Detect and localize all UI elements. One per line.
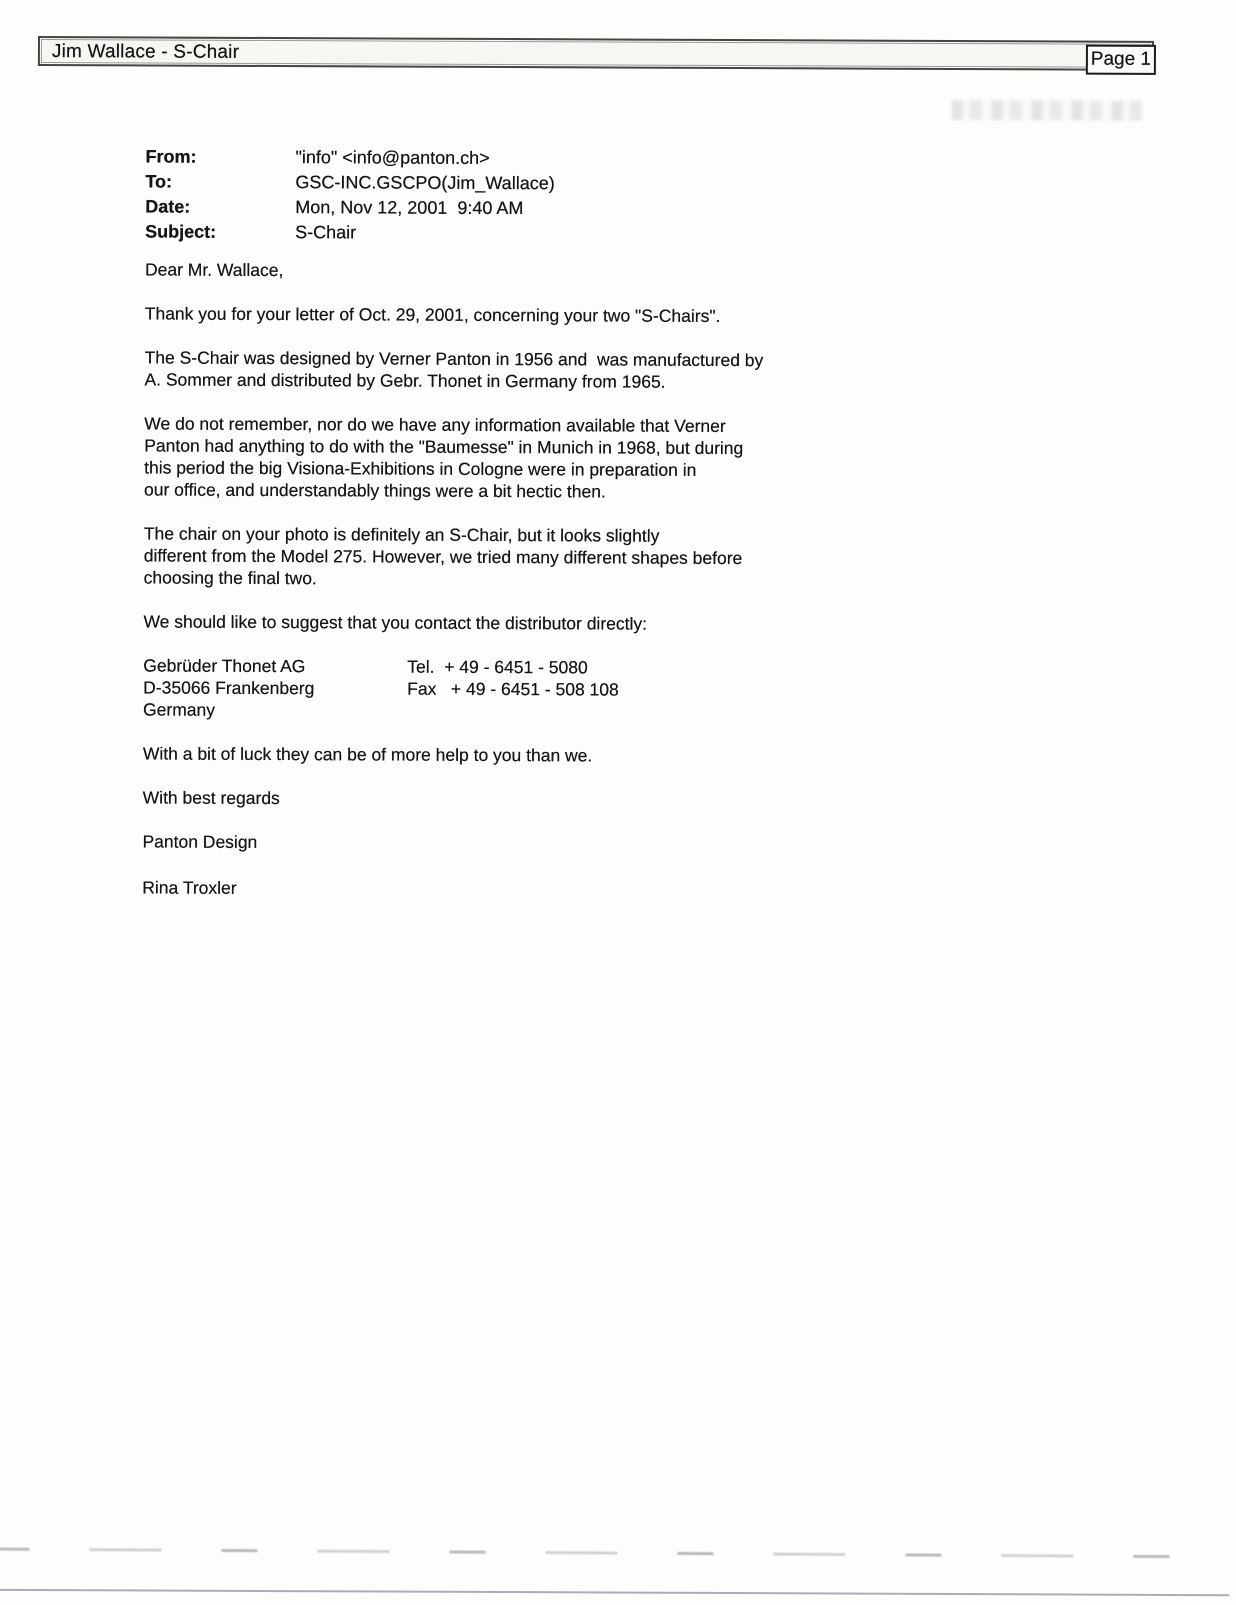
paragraph-luck: With a bit of luck they can be of more help to you than we.	[142, 743, 593, 766]
document-title: Jim Wallace - S-Chair	[51, 41, 240, 63]
subject-value: S-Chair	[295, 222, 357, 243]
closing-signer: Rina Troxler	[142, 877, 237, 898]
date-value: Mon, Nov 12, 2001 9:40 AM	[295, 197, 524, 219]
paragraph-thanks: Thank you for your letter of Oct. 29, 2001, concerning your two "S-Chairs".	[144, 303, 721, 326]
from-label: From:	[145, 146, 197, 167]
distributor-fax: Fax + 49 - 6451 - 508 108	[407, 678, 619, 700]
distributor-phones	[407, 656, 619, 723]
paragraph-photo: The chair on your photo is definitely an S-Chair, but it looks slightly different from the Model 275. However, we tried many different shapes before choosing the final two.	[143, 523, 743, 589]
subject-label: Subject:	[145, 221, 217, 242]
paragraph-suggestion: We should like to suggest that you contact the distributor directly:	[143, 611, 648, 634]
page-number-box	[1086, 45, 1156, 75]
email-header-row-subject	[145, 219, 554, 246]
salutation: Dear Mr. Wallace,	[144, 259, 284, 281]
closing-regards: With best regards	[142, 787, 280, 809]
scan-artifact-dashed-line	[0, 1548, 1229, 1559]
to-value: GSC-INC.GSCPO(Jim_Wallace)	[295, 172, 555, 194]
closing-company: Panton Design	[142, 831, 258, 852]
distributor-tel: Tel. + 49 - 6451 - 5080	[407, 656, 588, 678]
distributor-address	[143, 654, 407, 721]
to-label: To:	[145, 171, 173, 192]
paragraph-history: The S-Chair was designed by Verner Panton in 1956 and was manufactured by A. Sommer and distributed by Gebr. Thonet in Germany from 1965.	[144, 347, 764, 392]
email-header-row-to	[145, 169, 554, 196]
print-header-bar	[38, 36, 1154, 71]
date-label: Date:	[145, 196, 191, 217]
page-number: Page 1	[1090, 48, 1152, 70]
distributor-country: Germany	[143, 699, 216, 720]
email-header-block	[145, 144, 555, 246]
scan-artifact-bottom-line	[0, 1589, 1229, 1596]
email-header-row-date	[145, 194, 554, 221]
letter-body	[142, 258, 855, 923]
distributor-contact-block	[143, 654, 853, 723]
from-value: "info" <info@panton.ch>	[295, 147, 490, 168]
email-header-row-from	[145, 144, 554, 171]
distributor-name: Gebrüder Thonet AG	[143, 655, 306, 677]
paragraph-baumesse: We do not remember, nor do we have any information available that Verner Panton had anything to do with the "Baumesse" in Munich in 1968, but during this period the big Visiona-Exhibitions in Cologne were in preparation in our office, and understandably things were a bit hectic then.	[143, 413, 744, 502]
distributor-address-line: D-35066 Frankenberg	[143, 677, 315, 699]
faint-stamp-artifact	[952, 100, 1142, 121]
